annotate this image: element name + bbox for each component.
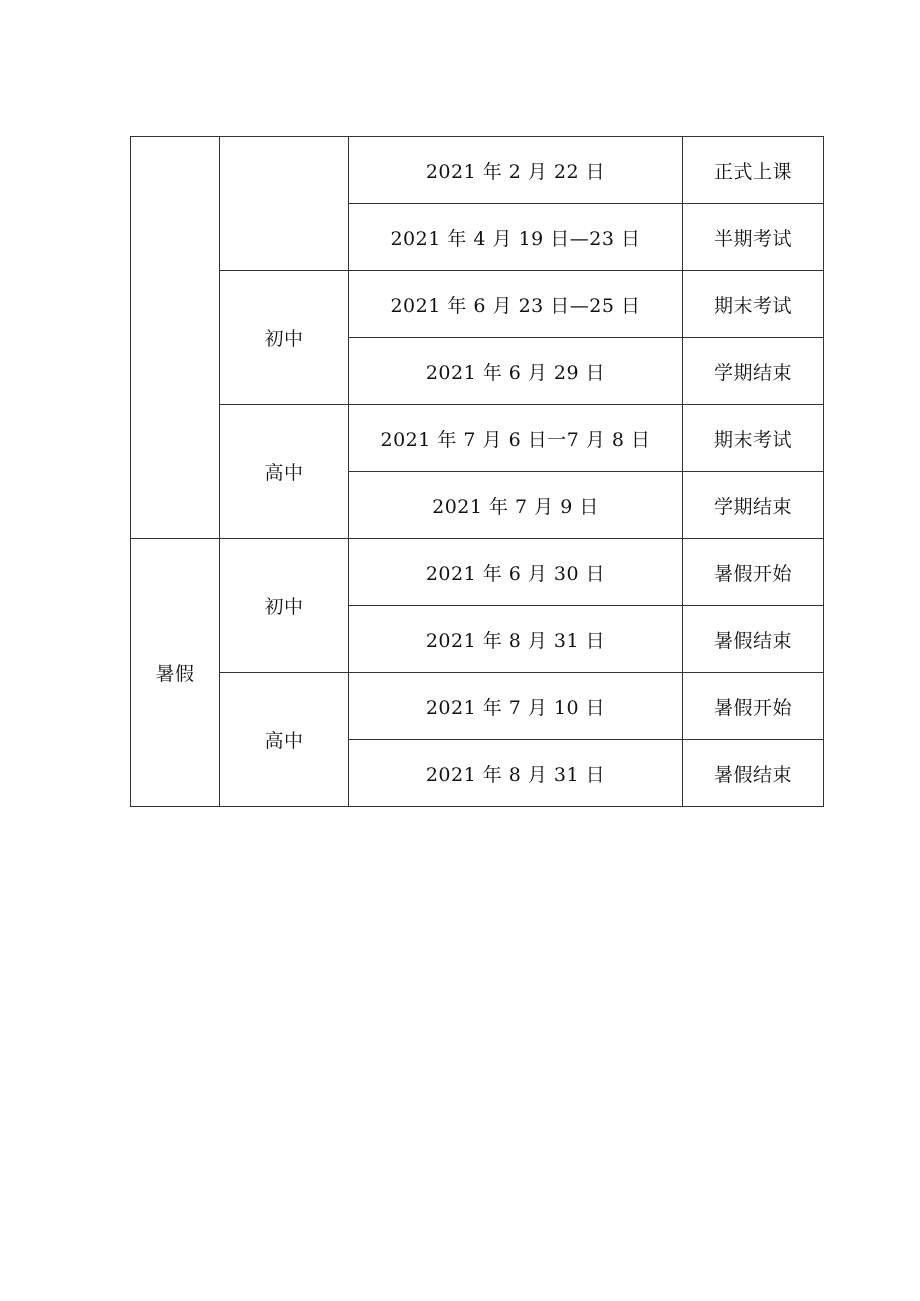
level-cell: 高中 — [220, 673, 349, 807]
level-cell: 初中 — [220, 539, 349, 673]
event-cell: 学期结束 — [683, 338, 824, 405]
event-cell: 暑假结束 — [683, 606, 824, 673]
table-row — [131, 539, 824, 606]
date-cell: 2021 年 8 月 31 日 — [349, 606, 683, 673]
date-cell: 2021 年 7 月 6 日一7 月 8 日 — [349, 405, 683, 472]
event-cell: 学期结束 — [683, 472, 824, 539]
season-cell — [131, 137, 220, 539]
date-cell: 2021 年 8 月 31 日 — [349, 740, 683, 807]
event-cell: 期末考试 — [683, 271, 824, 338]
table-row — [131, 137, 824, 204]
date-cell: 2021 年 6 月 23 日—25 日 — [349, 271, 683, 338]
date-cell: 2021 年 7 月 10 日 — [349, 673, 683, 740]
date-cell: 2021 年 7 月 9 日 — [349, 472, 683, 539]
level-cell — [220, 137, 349, 271]
date-cell: 2021 年 6 月 30 日 — [349, 539, 683, 606]
date-cell: 2021 年 4 月 19 日—23 日 — [349, 204, 683, 271]
season-cell: 暑假 — [131, 539, 220, 807]
table-row — [131, 271, 824, 338]
table-row — [131, 405, 824, 472]
level-cell: 高中 — [220, 405, 349, 539]
table-row — [131, 673, 824, 740]
school-calendar-table — [130, 136, 824, 807]
date-cell: 2021 年 6 月 29 日 — [349, 338, 683, 405]
event-cell: 正式上课 — [683, 137, 824, 204]
event-cell: 期末考试 — [683, 405, 824, 472]
date-cell: 2021 年 2 月 22 日 — [349, 137, 683, 204]
event-cell: 半期考试 — [683, 204, 824, 271]
level-cell: 初中 — [220, 271, 349, 405]
event-cell: 暑假开始 — [683, 673, 824, 740]
event-cell: 暑假结束 — [683, 740, 824, 807]
event-cell: 暑假开始 — [683, 539, 824, 606]
